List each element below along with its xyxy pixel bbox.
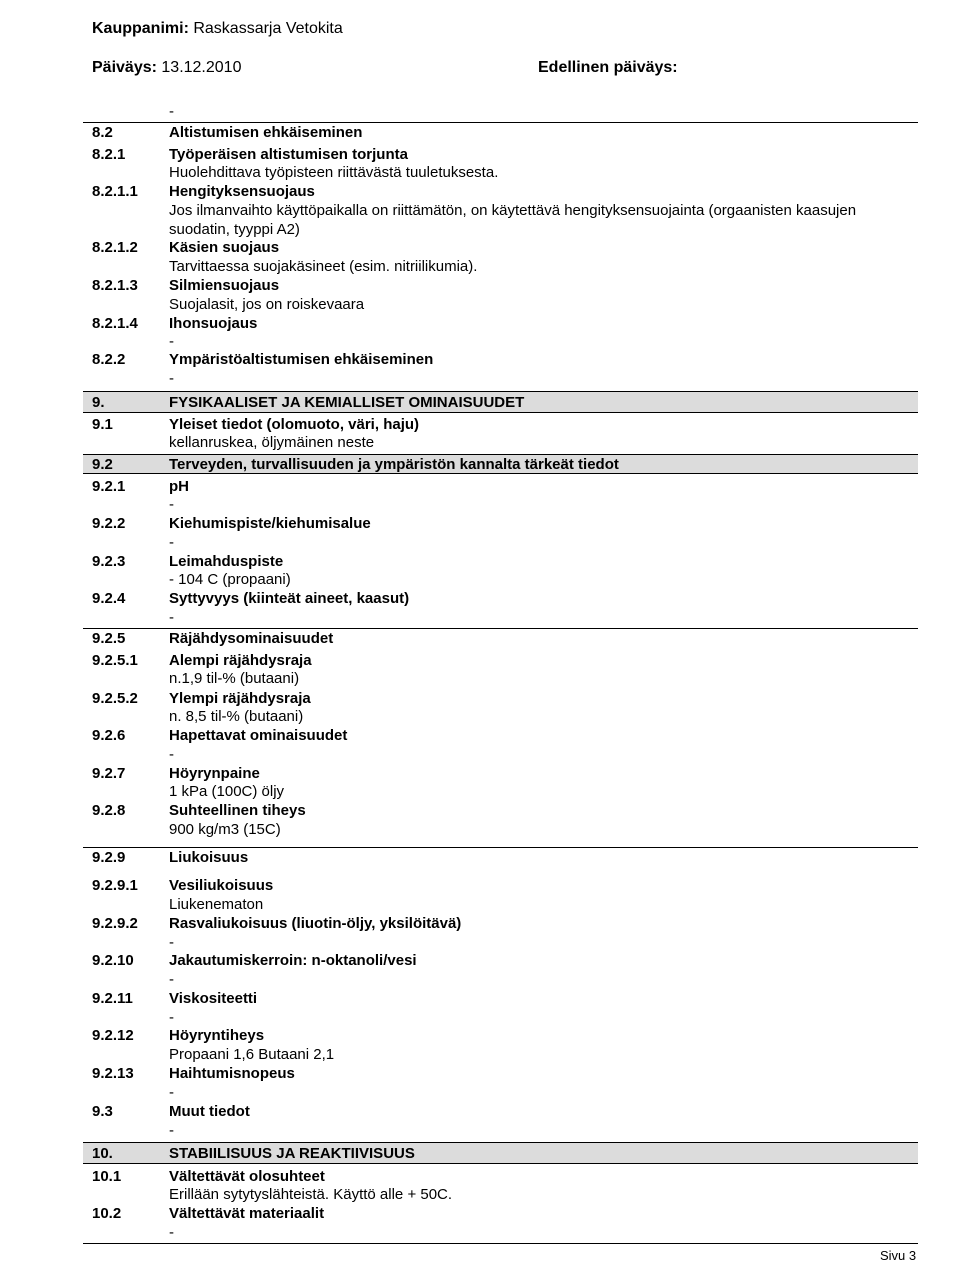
section-number: 8.2.2 [92,351,126,368]
heading-text: Alempi räjähdysraja [169,652,312,669]
section-heading [92,651,918,670]
section-heading [92,989,918,1008]
section-number: 9.3 [92,1103,113,1120]
body-text [92,163,918,182]
section-heading [92,629,918,648]
section-heading [92,726,918,745]
date-value: 13.12.2010 [161,59,242,76]
heading-text: Ihonsuojaus [169,315,258,332]
heading-text: Muut tiedot [169,1103,250,1120]
heading-text: Ylempi räjähdysraja [169,690,311,707]
section-heading [92,689,918,708]
heading-text: Hengityksensuojaus [169,183,315,200]
heading-text: Hapettavat ominaisuudet [169,727,348,744]
section-heading [92,276,918,295]
text-line: suodatin, tyyppi A2) [169,221,300,238]
text-line: - [169,496,174,513]
heading-text: FYSIKAALISET JA KEMIALLISET OMINAISUUDET [169,394,525,411]
section-heading [92,314,918,333]
section-number: 9.2.9.2 [92,915,138,932]
body-text [92,533,918,552]
section-number: 8.2 [92,124,113,141]
heading-text: Silmiensuojaus [169,277,280,294]
section-number: 9.2.5.2 [92,690,138,707]
heading-text: Höyrynpaine [169,765,260,782]
section-heading [92,876,918,895]
text-line: - [169,609,174,626]
section-number: 8.2.1.1 [92,183,138,200]
heading-text: Yleiset tiedot (olomuoto, väri, haju) [169,416,420,433]
text-line: 900 kg/m3 (15C) [169,821,281,838]
heading-text: Käsien suojaus [169,239,280,256]
text-line: n. 8,5 til-% (butaani) [169,708,304,725]
heading-text: Terveyden, turvallisuuden ja ympäristön kannalta tärkeät tiedot [169,456,619,473]
body-text [92,201,918,220]
text-line: kellanruskea, öljymäinen neste [169,434,375,451]
body-text [92,745,918,764]
section-number: 10. [92,1145,113,1162]
text-line: - [169,333,174,350]
text-line: Jos ilmanvaihto käyttöpaikalla on riittämätön, on käytettävä hengityksensuojainta (orgaanisten kaasujen [169,202,857,219]
heading-text: Vesiliukoisuus [169,877,274,894]
heading-text: Räjähdysominaisuudet [169,630,334,647]
section-number: 8.2.1.3 [92,277,138,294]
section-heading [92,238,918,257]
heading-text: Haihtumisnopeus [169,1065,295,1082]
body-text [92,257,918,276]
section-number: 9.2.10 [92,952,134,969]
footer-rule [83,1243,918,1244]
heading-text: Höyryntiheys [169,1027,265,1044]
text-line: - [169,370,174,387]
section-heading [92,914,918,933]
heading-text: Ympäristöaltistumisen ehkäiseminen [169,351,434,368]
section-heading [92,1026,918,1045]
section-heading [92,764,918,783]
section-number: 9.2.5.1 [92,652,138,669]
section-number: 9.2.3 [92,553,126,570]
body-text [92,1008,918,1027]
text-line: Propaani 1,6 Butaani 2,1 [169,1046,335,1063]
company-value: Raskassarja Vetokita [193,20,343,37]
section-heading [92,415,918,434]
text-line: Erillään sytytyslähteistä. Käyttö alle + 50C. [169,1186,453,1203]
heading-text: STABIILISUUS JA REAKTIIVISUUS [169,1145,415,1162]
text-line: Tarvittaessa suojakäsineet (esim. nitriilikumia). [169,258,478,275]
section-heading [92,350,918,369]
section-heading [92,182,918,201]
section-number: 9.2 [92,456,113,473]
text-line: - [169,934,174,951]
text-line: - [169,1084,174,1101]
section-heading [92,848,918,867]
body-text [92,1045,918,1064]
heading-text: Rasvaliukoisuus (liuotin-öljy, yksilöitävä) [169,915,462,932]
section-heading [92,393,918,412]
body-text [92,933,918,952]
section-number: 9.2.5 [92,630,126,647]
section-number: 10.1 [92,1168,122,1185]
text-line: Suojalasit, jos on roiskevaara [169,296,365,313]
body-text [92,102,918,121]
heading-text: Vältettävät materiaalit [169,1205,325,1222]
section-number: 9.2.9.1 [92,877,138,894]
section-heading [92,1144,918,1163]
body-text [92,895,918,914]
section-heading [92,123,918,142]
section-number: 8.2.1 [92,146,126,163]
section-number: 9.2.13 [92,1065,134,1082]
heading-text: Leimahduspiste [169,553,284,570]
text-line: - [169,103,174,120]
text-line: n.1,9 til-% (butaani) [169,670,300,687]
heading-text: Altistumisen ehkäiseminen [169,124,363,141]
text-line: 1 kPa (100C) öljy [169,783,285,800]
date-line [92,59,241,77]
section-heading [92,455,918,474]
heading-text: pH [169,478,189,495]
section-number: 9.2.7 [92,765,126,782]
text-line: - 104 C (propaani) [169,571,291,588]
company-line [92,20,343,38]
section-number: 9.2.1 [92,478,126,495]
body-text [92,608,918,627]
section-heading [92,1167,918,1186]
section-heading [92,1102,918,1121]
section-number: 9.2.6 [92,727,126,744]
body-text [92,570,918,589]
body-text [92,495,918,514]
body-text [92,820,918,839]
body-text [92,1121,918,1140]
section-number: 9.2.8 [92,802,126,819]
body-text [92,433,918,452]
body-text [92,220,918,239]
section-heading [92,951,918,970]
section-number: 10.2 [92,1205,122,1222]
section-heading [92,1204,918,1223]
text-line: - [169,746,174,763]
heading-text: Kiehumispiste/kiehumisalue [169,515,371,532]
page-number: Sivu 3 [880,1248,917,1263]
section-heading [92,552,918,571]
section-number: 9.2.4 [92,590,126,607]
body-text [92,782,918,801]
body-text [92,1223,918,1242]
heading-text: Vältettävät olosuhteet [169,1168,325,1185]
heading-text: Viskositeetti [169,990,258,1007]
text-line: - [169,1224,174,1241]
body-text [92,369,918,388]
body-text [92,707,918,726]
text-line: Huolehdittava työpisteen riittävästä tuuletuksesta. [169,164,499,181]
text-line: - [169,534,174,551]
section-heading [92,589,918,608]
company-label: Kauppanimi: [92,20,189,37]
section-number: 9.2.2 [92,515,126,532]
heading-text: Jakautumiskerroin: n-oktanoli/vesi [169,952,417,969]
heading-text: Työperäisen altistumisen torjunta [169,146,408,163]
body-text [92,332,918,351]
section-number: 8.2.1.4 [92,315,138,332]
previous-date-label: Edellinen päiväys: [538,59,678,76]
body-text [92,970,918,989]
section-number: 9.2.9 [92,849,126,866]
section-number: 9. [92,394,105,411]
date-label: Päiväys: [92,59,157,76]
section-heading [92,514,918,533]
heading-text: Suhteellinen tiheys [169,802,306,819]
section-heading [92,1064,918,1083]
heading-text: Syttyvyys (kiinteät aineet, kaasut) [169,590,410,607]
heading-text: Liukoisuus [169,849,249,866]
section-heading [92,477,918,496]
section-heading [92,145,918,164]
text-line: - [169,971,174,988]
text-line: - [169,1009,174,1026]
section-number: 9.1 [92,416,113,433]
body-text [92,295,918,314]
section-number: 9.2.12 [92,1027,134,1044]
section-number: 8.2.1.2 [92,239,138,256]
body-text [92,1185,918,1204]
text-line: - [169,1122,174,1139]
body-text [92,669,918,688]
section-number: 9.2.11 [92,990,133,1007]
text-line: Liukenematon [169,896,264,913]
body-text [92,1083,918,1102]
section-heading [92,801,918,820]
